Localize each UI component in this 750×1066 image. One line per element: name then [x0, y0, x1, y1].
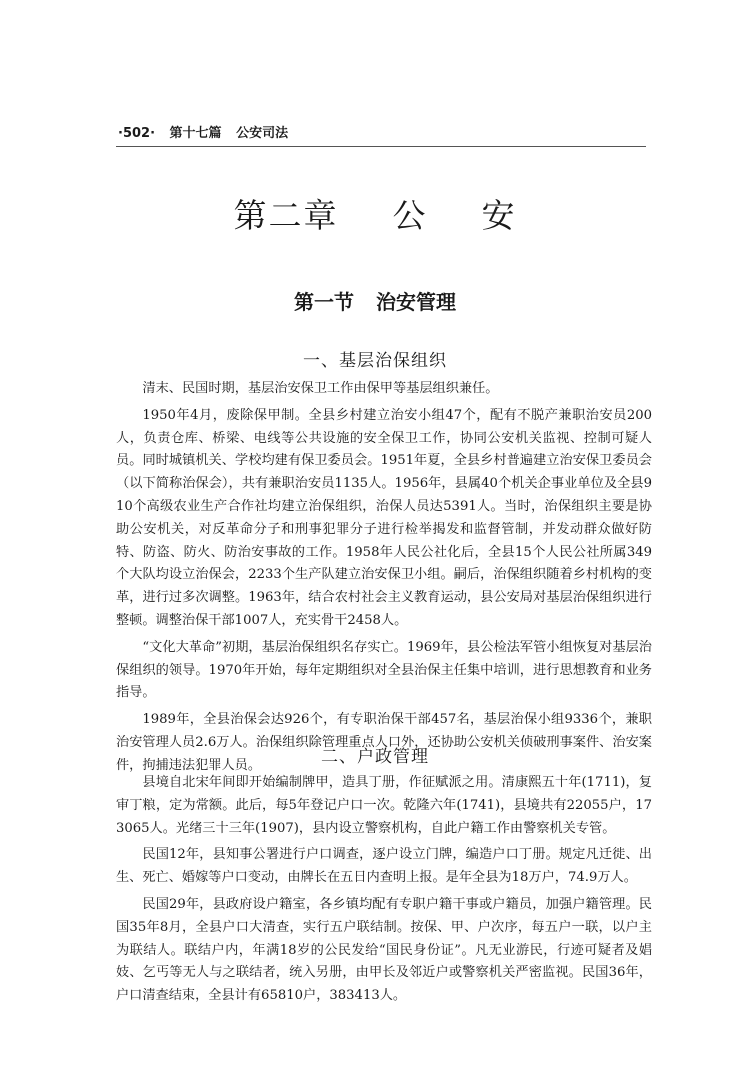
paragraph: 1950年4月，废除保甲制。全县乡村建立治安小组47个，配有不脱产兼职治安员200人，负责仓库、桥梁、电线等公共设施的安全保卫工作，协同公安机关监视、控制可疑人员。同时城镇机关、学校均建有保卫委员会。1951年夏，全县乡村普遍建立治安保卫委员会（以下简称治保会），共有兼职治安员1135人。1956年，县属40个机关企事业单位及全县910个高级农业生产合作社均建立治保组织，治保人员达5391人。当时，治保组织主要是协助公安机关，对反革命分子和刑事犯罪分子进行检举揭发和监督管制，并发动群众做好防特、防盗、防火、防治安事故的工作。1958年人民公社化后，全县15个人民公社所属349个大队均设立治保会，2233个生产队建立治安保卫小组。嗣后，治保组织随着乡村机构的变革，进行过多次调整。1963年，结合农村社会主义教育运动，县公安局对基层治保组织进行整顿。调整治保干部1007人，充实骨干2458人。 [116, 407, 652, 628]
paragraph: 1989年，全县治保会达926个，有专职治保干部457名，基层治保小组9336个，兼职治安管理人员2.6万人。治保组织除管理重点人口外，还协助公安机关侦破刑事案件、治安案件，拘捕违法犯罪人员。 [116, 712, 652, 773]
chapter-label: 第二章 [233, 196, 339, 235]
paragraph: “文化大革命”初期，基层治保组织名存实亡。1969年，县公检法军管小组恢复对基层治保组织的领导。1970年开始，每年定期组织对全县治保主任集中培训，进行思想教育和业务指导。 [116, 639, 652, 701]
page-number: ·502· [118, 126, 156, 141]
subsection-body [116, 378, 652, 782]
paragraph: 民国29年，县政府设户籍室，各乡镇均配有专职户籍干事或户籍员，加强户籍管理。民国35年8月，全县户口大清查，实行五户联结制。按保、甲、户次序，每五户一联，以户主为联结人。联结户内，年满18岁的公民发给“国民身份证”。凡无业游民，行迹可疑者及娼妓、乞丐等无人与之联结者，统入另册，由甲长及邻近户或警察机关严密监视。民国36年，户口清查结束，全县计有65810户，383413人。 [116, 896, 652, 1004]
paragraph: 清末、民国时期，基层治安保卫工作由保甲等基层组织兼任。 [142, 381, 499, 396]
chapter-title-text: 公 [392, 196, 428, 235]
part-label: 第十七篇 [169, 126, 222, 141]
chapter-title [0, 190, 750, 237]
paragraph: 县境自北宋年间即开始编制牌甲，造具丁册，作征赋派之用。清康熙五十年(1711)，复审丁粮，定为常额。此后，每5年登记户口一次。乾隆六年(1741)，县境共有22055户，173065人。光绪三十三年(1907)，县内设立警察机构，自此户籍工作由警察机关专管。 [116, 775, 652, 836]
part-title: 公安司法 [236, 126, 289, 141]
subsection-body [116, 772, 652, 1012]
subsection-heading: 二、户政管理 [321, 747, 429, 767]
paragraph: 民国12年，县知事公署进行户口调查，逐户设立门牌，编造户口丁册。规定凡迁徙、出生、死亡、婚嫁等户口变动，由牌长在五日内查明上报。是年全县为18万户，74.9万人。 [116, 847, 652, 886]
chapter-title-text-2: 安 [481, 196, 517, 235]
section-title-text: 治安管理 [376, 290, 456, 314]
header-rule [116, 146, 646, 147]
running-head [118, 122, 648, 141]
section-title [0, 286, 750, 315]
section-label: 第一节 [294, 290, 354, 314]
subsection-heading: 一、基层治保组织 [303, 351, 447, 371]
